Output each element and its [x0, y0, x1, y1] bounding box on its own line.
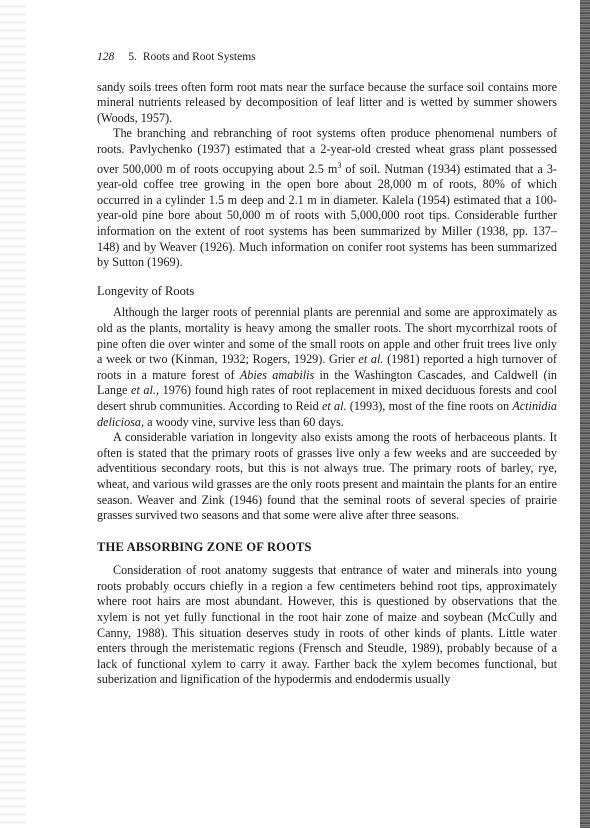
species-name: Actinidia deliciosa, — [97, 398, 557, 429]
text-run: (1981) reported a high turnover of roots in a mature forest of — [97, 352, 557, 382]
chapter-title: Roots and Root Systems — [142, 51, 256, 63]
subsection-heading: Longevity of Roots — [97, 283, 195, 298]
text-run: of soil. Nutman (1934) estimated that a 3-year-old coffee tree growing in the open bore about 28,000 m of roots, 80% of which occurred in a cylinder 1.5 m deep and 2.1 m in diameter. Kalela (1954) estimated that a 100-year-old pine bore about 50,000 m of roots with 5,000,000 root tips. Considerable further information on the extent of root systems has been summarized by Miller (1938, pp. 137–148) and by Weaver (1926). Much information on conifer root systems has been summarized by Sutton (1969). — [97, 161, 557, 270]
text-run: (1993), most of the fine roots on — [346, 398, 513, 413]
chapter-number: 5. — [128, 51, 137, 63]
paragraph-root-numbers — [97, 126, 557, 270]
text-run: The branching and rebranching of root systems often produce phenomenal numbers of roots. Pavlychenko (1937) estimated that a 2-year-old crested wheat grass plant possessed over 500,000 m of roots occupying about 2.5 m — [97, 126, 557, 176]
paragraph-root-mats: sandy soils trees often form root mats near the surface because the surface soil contains more mineral nutrients released by decomposition of leaf litter and is wetted by summer showers (Woods, 1957). — [97, 79, 557, 125]
scan-margin-right — [580, 0, 590, 828]
running-head — [97, 50, 557, 66]
paragraph-longevity — [97, 305, 557, 430]
text-run: Although the larger roots of perennial plants are perennial and some are approximately as old as the plants, mortality is heavy among the smaller roots. The short mycorrhizal roots of pine often die over winter and some of the small roots on apple and other fruit trees live only a week or two (Kinman, 1932; Rogers, 1929). Grier — [97, 305, 557, 367]
text-run: 1976) found high rates of root replacement in mixed deciduous forests and cool desert shrub communities. According to Reid — [97, 383, 557, 413]
italic-run: et al. — [321, 398, 347, 413]
book-page — [97, 50, 557, 688]
section-heading: THE ABSORBING ZONE OF ROOTS — [97, 539, 312, 554]
paragraph-herbaceous: A considerable variation in longevity also exists among the roots of herbaceous plants. It often is stated that the primary roots of grasses live only a few weeks and are succeeded by adventitious secondary roots, but this is not always true. The primary roots of barley, rye, wheat, and various wild grasses are the only roots present and maintain the plants for an entire season. Weaver and Zink (1946) found that the seminal roots of several species of prairie grasses survived two seasons and that some were alive after three seasons. — [97, 430, 557, 523]
paragraph-absorbing-zone: Consideration of root anatomy suggests that entrance of water and minerals into young roots probably occurs chiefly in a region a few centimeters behind root tips, approximately where root hairs are most abundant. However, this is questioned by observations that the xylem is not yet fully functional in the root hair zone of maize and soybean (McCully and Canny, 1988). This situation deserves study in roots of other kinds of plants. Little water enters through the meristematic regions (Frensch and Steudle, 1989), probably because of a lack of functional xylem to carry it away. Farther back the xylem becomes functional, but suberization and lignification of the hypodermis and endodermis usually — [97, 563, 557, 687]
species-name: Abies amabilis — [239, 367, 315, 382]
italic-run: et al. — [358, 352, 384, 367]
scan-margin-left — [0, 0, 26, 828]
text-run: in the Washington Cascades, and Caldwell (in Lange — [97, 367, 557, 398]
superscript: 3 — [337, 160, 342, 170]
page-number: 128 — [97, 51, 115, 63]
italic-run: et al., — [131, 383, 160, 398]
text-run: a woody vine, survive less than 60 days. — [144, 414, 344, 429]
